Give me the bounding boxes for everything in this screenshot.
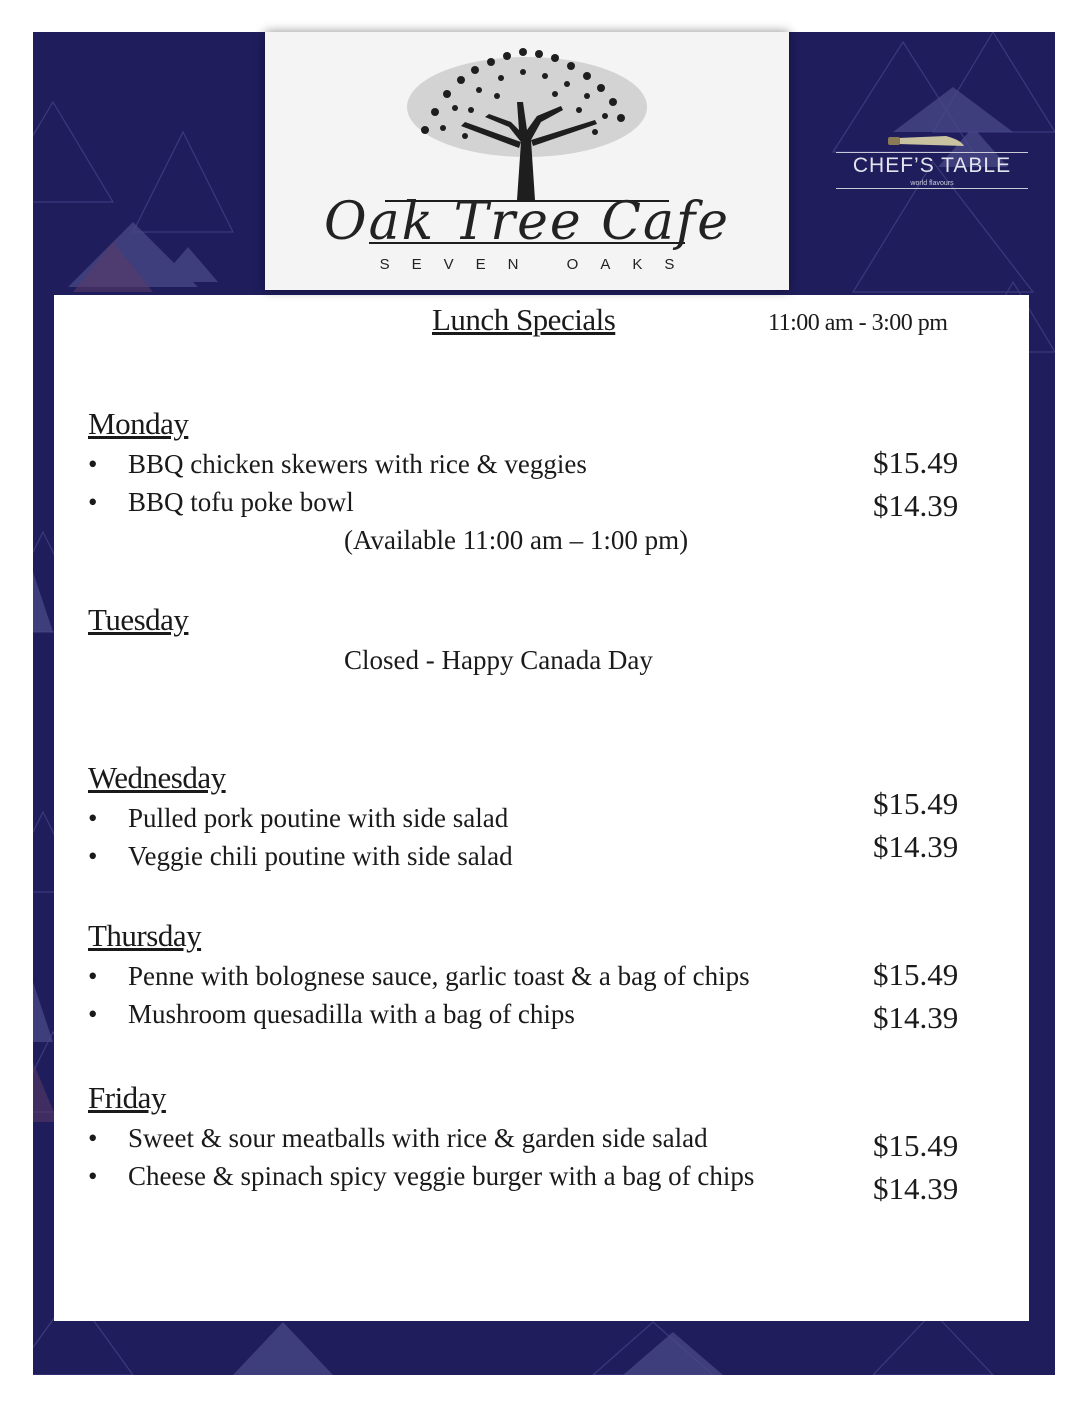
item-price: $15.49: [873, 957, 959, 992]
bullet-icon: •: [88, 1161, 98, 1191]
day-thursday: Thursday: [88, 918, 202, 953]
menu-item: [88, 1123, 708, 1154]
logo-script-name: Oak Tree Cafe: [323, 192, 731, 252]
item-price: $15.49: [873, 1128, 959, 1163]
knife-icon: [836, 130, 1028, 154]
item-text: BBQ chicken skewers with rice & veggies: [128, 449, 587, 479]
menu-item: [88, 999, 575, 1030]
item-text: Mushroom quesadilla with a bag of chips: [128, 999, 575, 1029]
item-text: Cheese & spinach spicy veggie burger with a bag of chips: [128, 1161, 755, 1191]
item-price: $14.39: [873, 488, 959, 523]
bullet-icon: •: [88, 999, 98, 1029]
menu-item: [88, 841, 513, 872]
menu-item: [88, 449, 587, 480]
day-tuesday: Tuesday: [88, 602, 189, 637]
item-price: $14.39: [873, 1171, 959, 1206]
item-text: Veggie chili poutine with side salad: [128, 841, 513, 871]
logo-subtitle: SEVEN OAKS: [379, 256, 697, 273]
bullet-icon: •: [88, 961, 98, 991]
chefs-table-name: CHEF’S TABLE: [852, 154, 1012, 177]
chefs-bottom-line: [836, 188, 1028, 189]
item-price: $14.39: [873, 1000, 959, 1035]
menu-item: [88, 1161, 754, 1192]
day-wednesday: Wednesday: [88, 760, 226, 795]
day-monday: Monday: [88, 406, 189, 441]
chefs-table-logo: [836, 130, 1028, 190]
availability-note: (Available 11:00 am – 1:00 pm): [344, 525, 689, 555]
item-text: Pulled pork poutine with side salad: [128, 803, 509, 833]
page-title: Lunch Specials: [432, 302, 616, 337]
bullet-icon: •: [88, 841, 98, 871]
bullet-icon: •: [88, 803, 98, 833]
chefs-table-tagline: world flavours: [910, 180, 954, 187]
item-text: Sweet & sour meatballs with rice & garden side salad: [128, 1123, 708, 1153]
item-text: Penne with bolognese sauce, garlic toast & a bag of chips: [128, 961, 750, 991]
day-friday: Friday: [88, 1080, 166, 1115]
chefs-top-line: [836, 152, 1028, 153]
item-price: $14.39: [873, 829, 959, 864]
item-price: $15.49: [873, 445, 959, 480]
menu-item: [88, 487, 354, 518]
lunch-hours: 11:00 am - 3:00 pm: [768, 310, 948, 336]
item-price: $15.49: [873, 786, 959, 821]
oak-tree-cafe-logo: [265, 32, 789, 290]
bullet-icon: •: [88, 449, 98, 479]
bullet-icon: •: [88, 487, 98, 517]
menu-item: [88, 803, 508, 834]
bullet-icon: •: [88, 1123, 98, 1153]
item-text: BBQ tofu poke bowl: [128, 487, 354, 517]
closed-note: Closed - Happy Canada Day: [344, 645, 653, 675]
menu-item: [88, 961, 750, 992]
